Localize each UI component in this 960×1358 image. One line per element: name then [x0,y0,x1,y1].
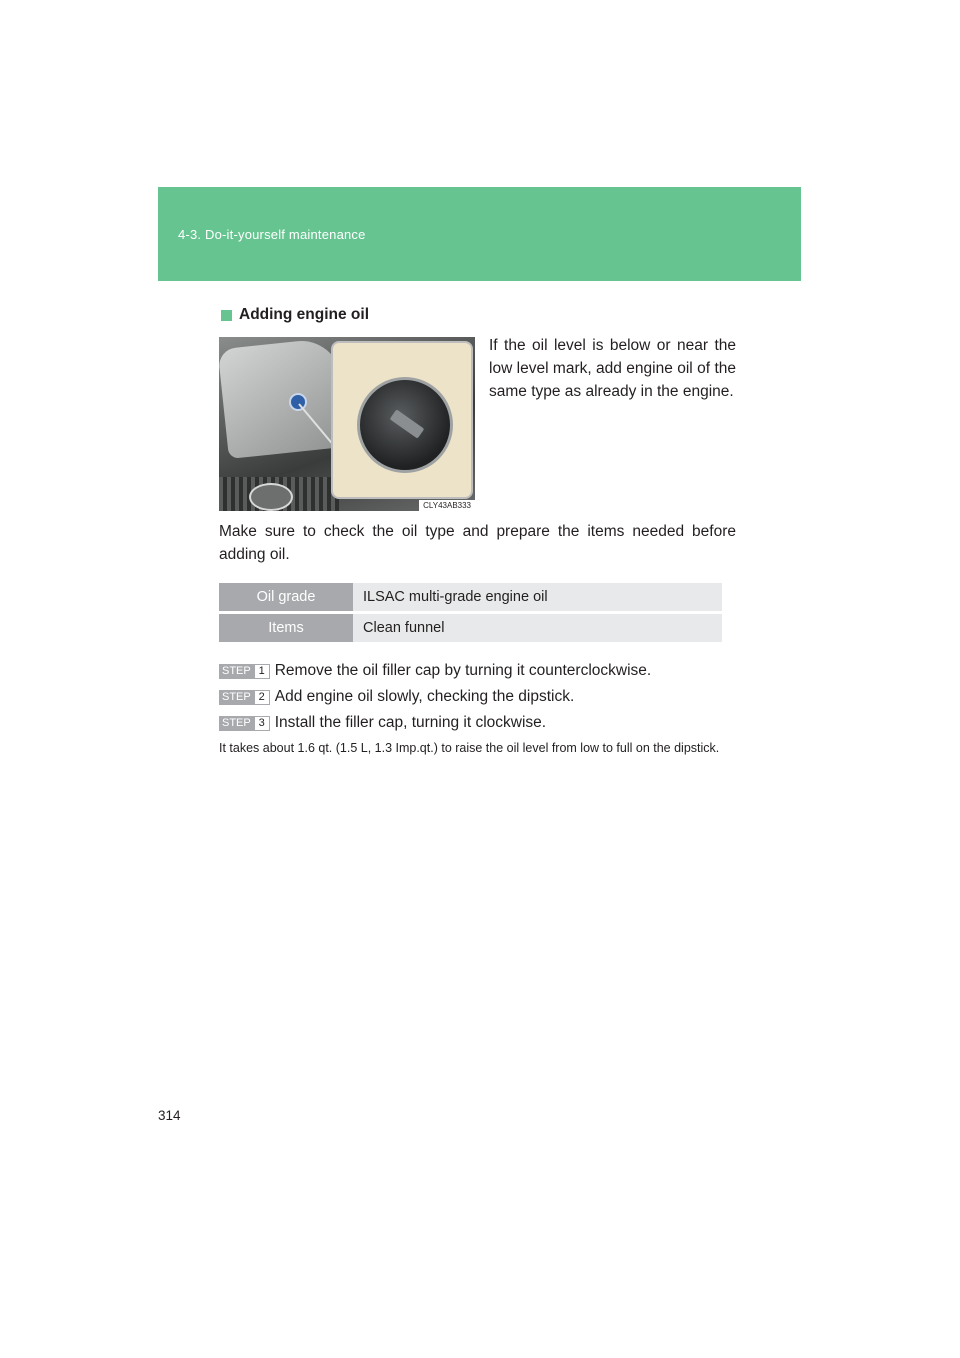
emblem-icon [249,483,293,511]
step-number: 1 [254,664,270,679]
step-1 [219,662,651,680]
step-text: Add engine oil slowly, checking the dipstick. [274,688,575,705]
step-badge [219,716,270,731]
step-number: 3 [254,716,270,731]
section-header-band [158,187,801,281]
figure-code: CLY43AB333 [419,500,475,511]
subheading [221,306,369,324]
step-word: STEP [219,716,254,731]
table-value: ILSAC multi-grade engine oil [353,583,722,611]
filler-cap-closeup [331,341,473,499]
step-badge [219,690,270,705]
step-badge [219,664,270,679]
table-label: Items [219,614,353,642]
page-number: 314 [158,1108,181,1123]
table-row [219,583,722,611]
step-text: Remove the oil filler cap by turning it counterclockwise. [274,662,652,679]
capacity-note: It takes about 1.6 qt. (1.5 L, 1.3 Imp.qt.) to raise the oil level from low to full on the dipstick. [219,741,720,755]
step-text: Install the filler cap, turning it clockwise. [274,714,547,731]
intro-text: If the oil level is below or near the low level mark, add engine oil of the same type as already in the engine. [489,337,736,400]
cap-grip [390,409,425,438]
step-word: STEP [219,664,254,679]
table-label: Oil grade [219,583,353,611]
step-2 [219,688,574,706]
table-row [219,614,722,642]
step-number: 2 [254,690,270,705]
oil-filler-cap-icon [357,377,453,473]
section-label: 4-3. Do-it-yourself maintenance [178,227,366,242]
oil-spec-table [219,583,722,645]
step-3 [219,714,546,732]
engine-oil-filler-photo [219,337,475,511]
square-bullet-icon [221,310,232,321]
subheading-text: Adding engine oil [239,306,370,323]
step-word: STEP [219,690,254,705]
table-value: Clean funnel [353,614,722,642]
body-paragraph: Make sure to check the oil type and prepare the items needed before adding oil. [219,523,736,563]
